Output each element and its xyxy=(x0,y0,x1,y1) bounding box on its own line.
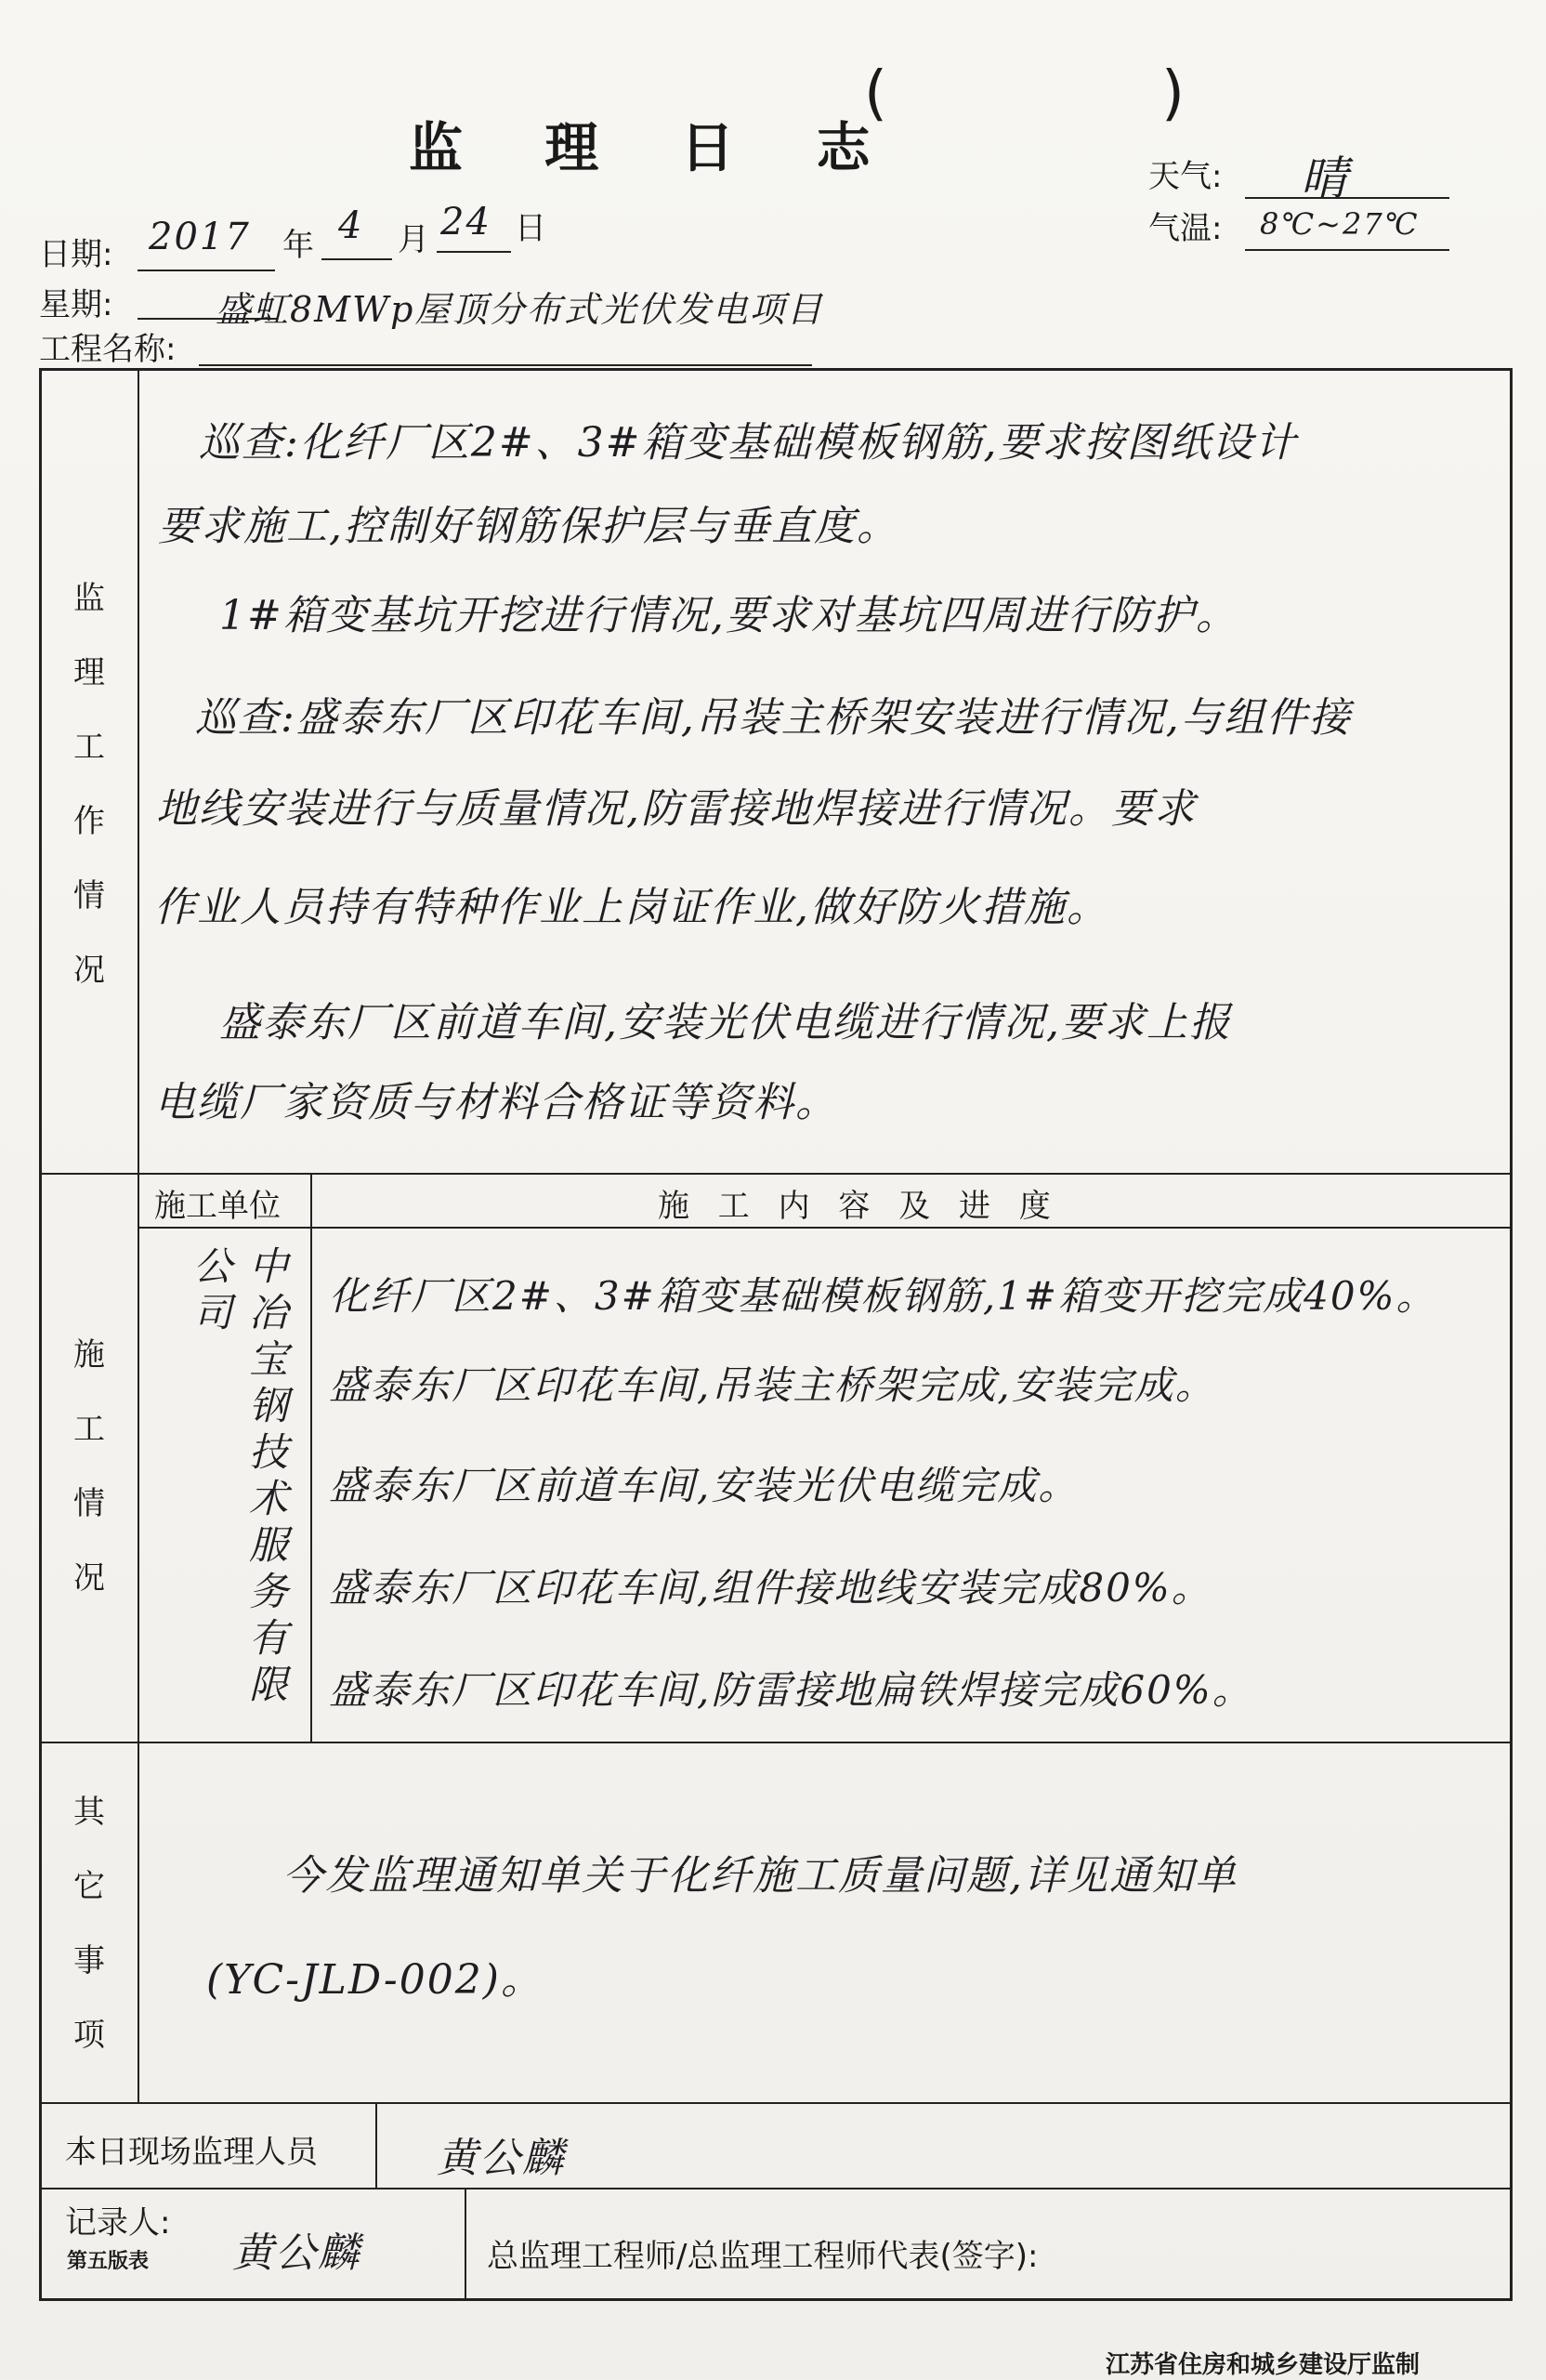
other-label-char: 其 xyxy=(73,1794,105,1831)
supervision-line: 地线安装进行与质量情况,防雷接地焊接进行情况。要求 xyxy=(156,785,1197,833)
other-section-label xyxy=(61,1775,117,2072)
construction-line: 盛泰东厂区前道车间,安装光伏电缆完成。 xyxy=(329,1463,1080,1508)
year-value: 2017 xyxy=(149,216,251,258)
other-label-char: 项 xyxy=(73,2017,105,2054)
year-underline xyxy=(138,270,275,271)
divider-footer-rows xyxy=(41,2188,1511,2189)
supervision-label-char: 作 xyxy=(73,803,105,840)
divider-construction-header xyxy=(138,1227,1511,1229)
form-edition: 第五版表 xyxy=(67,2250,150,2273)
project-underline xyxy=(199,364,812,366)
day-underline xyxy=(437,251,511,253)
supervision-line: 1#箱变基坑开挖进行情况,要求对基坑四周进行防护。 xyxy=(219,592,1238,639)
supervision-line: 巡查:化纤厂区2#、3#箱变基础模板钢筋,要求按图纸设计 xyxy=(199,419,1298,467)
weekday-label: 星期: xyxy=(39,286,113,323)
temperature-value: 8℃~27℃ xyxy=(1260,206,1420,242)
recorder-divider xyxy=(465,2188,466,2301)
construction-content-header: 施 工 内 容 及 进 度 xyxy=(658,1188,1060,1225)
supervision-section-label xyxy=(61,561,117,1007)
day-value: 24 xyxy=(440,201,491,243)
supervision-line: 巡查:盛泰东厂区印花车间,吊装主桥架安装进行情况,与组件接 xyxy=(195,694,1352,742)
supervision-label-char: 情 xyxy=(73,877,105,914)
construction-label-char: 施 xyxy=(73,1336,105,1374)
weather-label: 天气: xyxy=(1148,158,1223,195)
divider-supervision-construction xyxy=(41,1173,1511,1175)
construction-unit-header: 施工单位 xyxy=(154,1188,281,1225)
month-value: 4 xyxy=(338,204,364,247)
construction-line: 盛泰东厂区印花车间,组件接地线安装完成80%。 xyxy=(329,1565,1212,1611)
supervision-line: 要求施工,控制好钢筋保护层与垂直度。 xyxy=(158,503,899,550)
divider-other-footer xyxy=(41,2102,1511,2104)
month-unit: 月 xyxy=(398,221,429,258)
construction-label-char: 工 xyxy=(73,1411,105,1448)
project-label: 工程名称: xyxy=(39,331,177,368)
construction-unit-value: 中冶宝钢技术服务有限公司 xyxy=(188,1245,289,1710)
construction-section-label xyxy=(61,1318,117,1615)
construction-line: 盛泰东厂区印花车间,吊装主桥架完成,安装完成。 xyxy=(329,1362,1216,1408)
construction-line: 化纤厂区2#、3#箱变基础模板钢筋,1#箱变开挖完成40%。 xyxy=(329,1273,1437,1319)
construction-line: 盛泰东厂区印花车间,防雷接地扁铁焊接完成60%。 xyxy=(329,1667,1253,1713)
day-unit: 日 xyxy=(515,210,546,247)
supervision-label-char: 理 xyxy=(73,654,105,691)
supervision-line: 盛泰东厂区前道车间,安装光伏电缆进行情况,要求上报 xyxy=(219,999,1232,1046)
other-line: (YC-JLD-002)。 xyxy=(206,1956,544,2004)
other-label-char: 事 xyxy=(73,1942,105,1979)
temperature-underline xyxy=(1245,249,1449,251)
page-title: 监 理 日 志 xyxy=(409,116,902,179)
supervision-label-char: 监 xyxy=(73,580,105,617)
chief-engineer-label: 总监理工程师/总监理工程师代表(签字): xyxy=(487,2238,1039,2275)
date-label: 日期: xyxy=(39,236,113,273)
recorder-signature: 黄公麟 xyxy=(232,2229,360,2277)
title-paren-open: ( xyxy=(864,59,887,128)
recorder-label: 记录人: xyxy=(65,2204,171,2242)
onsite-label-divider xyxy=(375,2102,377,2188)
label-column-divider xyxy=(138,370,139,2102)
construction-unit-divider xyxy=(310,1173,312,1742)
supervision-line: 电缆厂家资质与材料合格证等资料。 xyxy=(154,1079,838,1126)
onsite-staff-signature: 黄公麟 xyxy=(437,2135,565,2182)
construction-label-char: 情 xyxy=(73,1485,105,1522)
supervision-label-char: 工 xyxy=(73,729,105,766)
month-underline xyxy=(321,258,392,260)
supervision-line: 作业人员持有特种作业上岗证作业,做好防火措施。 xyxy=(154,884,1109,931)
other-label-char: 它 xyxy=(73,1868,105,1905)
onsite-staff-label: 本日现场监理人员 xyxy=(65,2134,318,2171)
weather-value: 晴 xyxy=(1301,151,1349,205)
construction-label-char: 况 xyxy=(73,1559,105,1597)
supervision-label-char: 况 xyxy=(73,952,105,989)
title-paren-close: ) xyxy=(1161,59,1185,128)
year-unit: 年 xyxy=(282,227,314,264)
temperature-label: 气温: xyxy=(1148,210,1223,247)
project-value: 盛虹8MWp屋顶分布式光伏发电项目 xyxy=(216,289,824,330)
other-line: 今发监理通知单关于化纤施工质量问题,详见通知单 xyxy=(282,1852,1238,1900)
issuer-note: 江苏省住房和城乡建设厅监制 xyxy=(1106,2351,1421,2379)
